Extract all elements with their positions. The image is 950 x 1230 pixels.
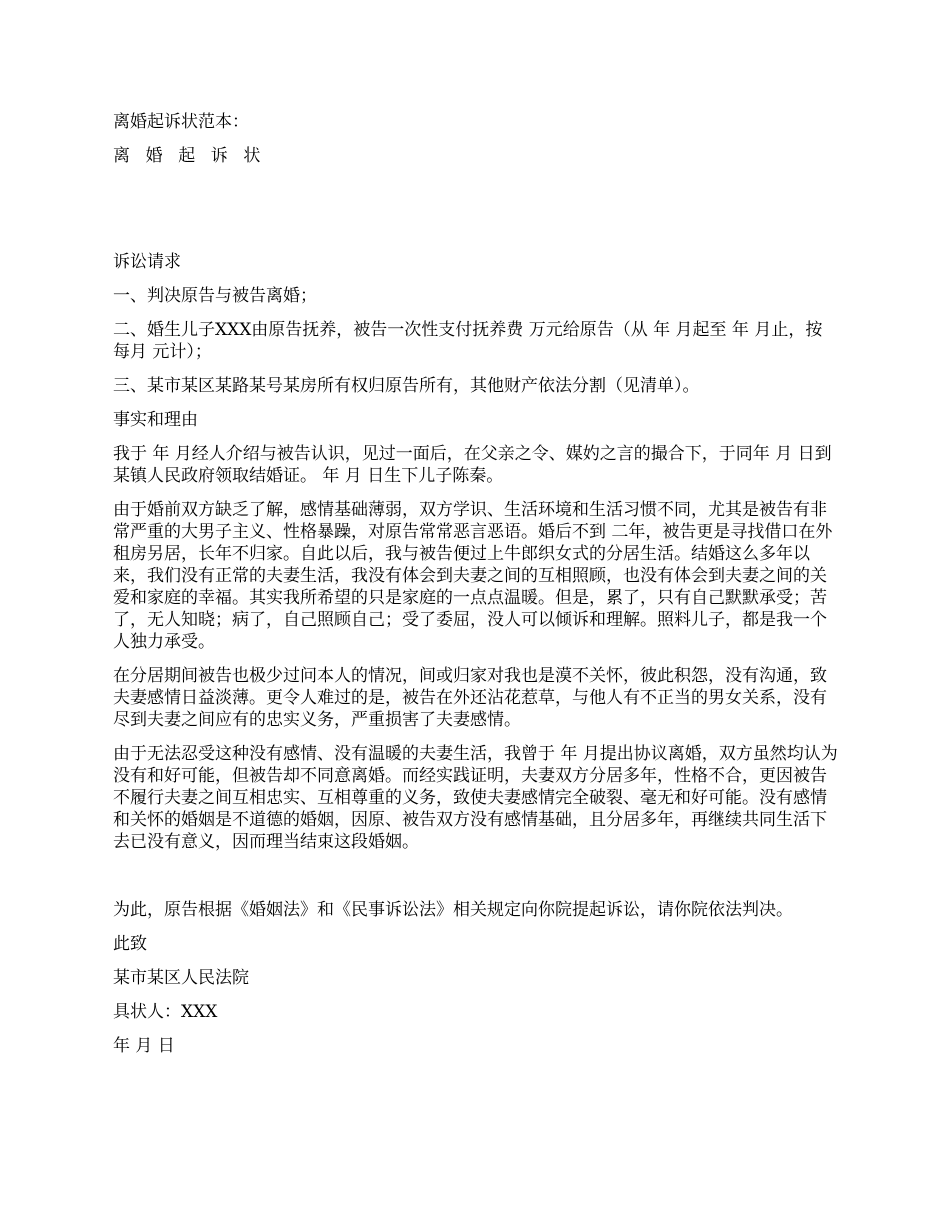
facts-paragraph: 由于无法忍受这种没有感情、没有温暖的夫妻生活，我曾于 年 月提出协议离婚，双方虽然均认为没有和好可能，但被告却不同意离婚。而经实践证明，夫妻双方分居多年，性格不合，更因被告不履行夫妻之间互相忠实、互相尊重的义务，致使夫妻感情完全破裂、毫无和好可能。没有感情和关怀的婚姻是不道德的婚姻，因原、被告双方没有感情基础，且分居多年，再继续共同生活下去已没有意义，因而理当结束这段婚姻。 (113, 744, 838, 852)
document-title: 离 婚 起 诉 状 (113, 146, 266, 166)
court-name: 某市某区人民法院 (113, 968, 249, 988)
conclusion-paragraph: 为此，原告根据《婚姻法》和《民事诉讼法》相关规定向你院提起诉讼，请你院依法判决。 (113, 900, 793, 920)
document-date: 年 月 日 (113, 1036, 175, 1056)
facts-paragraph: 由于婚前双方缺乏了解，感情基础薄弱，双方学识、生活环境和生活习惯不同，尤其是被告有非常严重的大男子主义、性格暴躁，对原告常常恶言恶语。婚后不到 二年，被告更是寻找借口在外租房另居，长年不归家。自此以后，我与被告便过上牛郎织女式的分居生活。结婚这么多年以来，我们没有正常的夫妻生活，我没有体会到夫妻之间的互相照顾，也没有体会到夫妻之间的关爱和家庭的幸福。其实我所希望的只是家庭的一点点温暖。但是，累了，只有自己默默承受；苦了，无人知晓；病了，自己照顾自己；受了委屈，没人可以倾诉和理解。照料儿子，都是我一个人独力承受。 (113, 500, 833, 652)
facts-paragraph: 我于 年 月经人介绍与被告认识，见过一面后，在父亲之令、媒妁之言的撮合下，于同年 月 日到某镇人民政府领取结婚证。 年 月 日生下儿子陈秦。 (113, 444, 832, 486)
request-item: 一、判决原告与被告离婚； (113, 286, 317, 306)
document-heading: 离婚起诉状范本： (113, 112, 249, 132)
document-body (113, 111, 839, 1069)
section-heading-requests: 诉讼请求 (113, 252, 181, 272)
salutation: 此致 (113, 934, 147, 954)
plaintiff-signature: 具状人：XXX (113, 1002, 218, 1022)
facts-paragraph: 在分居期间被告也极少过问本人的情况，间或归家对我也是漠不关怀，彼此积怨，没有沟通，致夫妻感情日益淡薄。更令人难过的是，被告在外还沾花惹草，与他人有不正当的男女关系，没有尽到夫妻之间应有的忠实义务，严重损害了夫妻感情。 (113, 666, 827, 730)
request-item: 三、某市某区某路某号某房所有权归原告所有，其他财产依法分割（见清单）。 (113, 376, 700, 396)
blank-space (113, 179, 839, 251)
request-item: 二、婚生儿子XXX由原告抚养，被告一次性支付抚养费 万元给原告（从 年 月起至 年 月止，按每月 元计）； (113, 320, 823, 362)
section-heading-facts: 事实和理由 (113, 410, 198, 430)
blank-space (113, 865, 839, 899)
